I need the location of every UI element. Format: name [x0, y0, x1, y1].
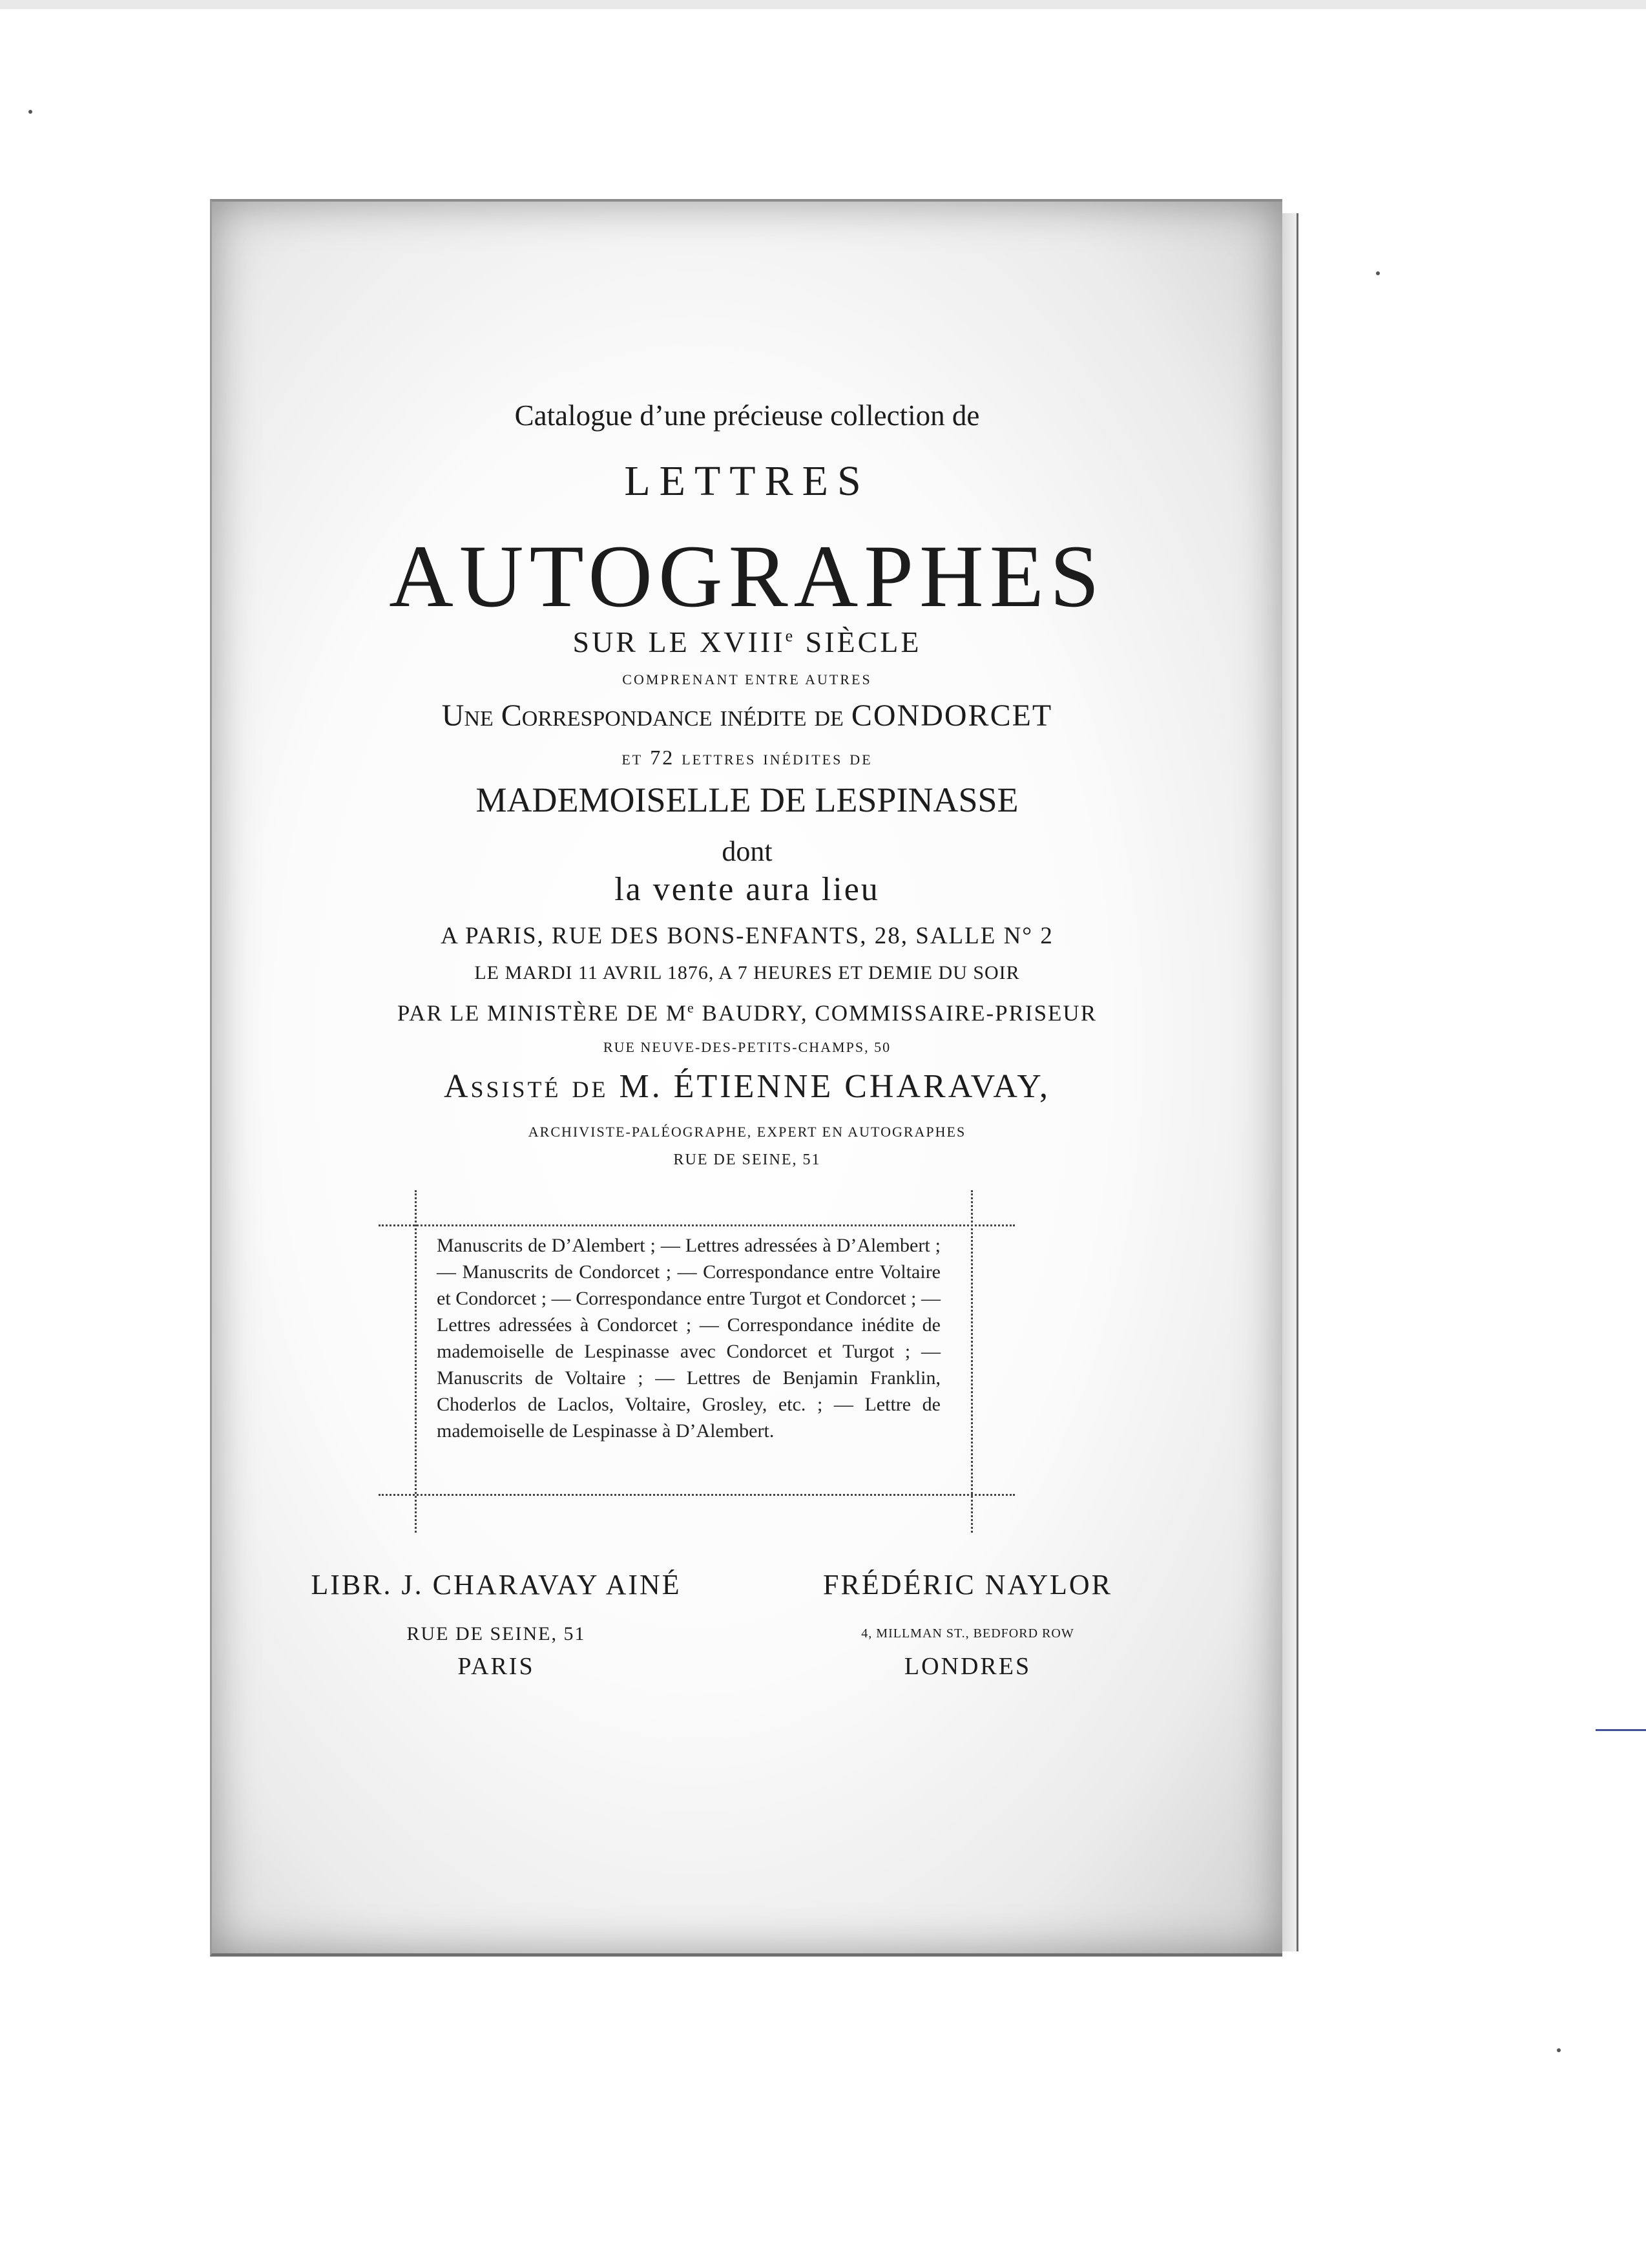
auctioneer-suffix: BAUDRY, COMMISSAIRE-PRISEUR: [694, 1000, 1098, 1026]
auctioneer-address: RUE NEUVE-DES-PETITS-CHAMPS, 50: [603, 1039, 891, 1055]
expert-prefix: Assisté de: [443, 1068, 620, 1105]
sale-location: A PARIS, RUE DES BONS-ENFANTS, 28, SALLE N° 2: [441, 923, 1054, 949]
auctioneer-sup: e: [687, 1000, 695, 1016]
correspondance-prefix: Une Correspondance inédite de: [441, 698, 851, 733]
box-rule-bottom: [379, 1494, 1015, 1496]
scan-speck: [1557, 2048, 1561, 2052]
expert-line: [212, 1067, 1282, 1106]
siecle-prefix: SUR LE XVIII: [572, 625, 786, 658]
expert-address: RUE DE SEINE, 51: [673, 1151, 821, 1168]
siecle-sup: e: [785, 626, 796, 646]
auctioneer-prefix: PAR LE MINISTÈRE DE M: [397, 1000, 687, 1026]
siecle-suffix: SIÈCLE: [795, 625, 922, 658]
lettres-inedites-line: et 72 lettres inédites de: [621, 746, 873, 769]
contents-list: Manuscrits de D’Alembert ; — Lettres adressées à D’Alembert ; — Manuscrits de Condorcet ; — Correspondance entre Voltaire et Condorcet ; — Correspondance entre Turgot et Condorcet ; — Lettres adressées à Condorcet ; — Correspondance inédite de mademoiselle de Lespinasse avec Condorcet et Turgot ; — Manuscrits de Voltaire ; — Lettres de Benjamin Franklin, Choderlos de Laclos, Voltaire, Grosley, etc. ; — Lettre de mademoiselle de Lespinasse à D’Alembert.: [437, 1235, 941, 1442]
publisher-london-city: LONDRES: [904, 1653, 1032, 1680]
mademoiselle-line: MADEMOISELLE DE LESPINASSE: [475, 781, 1019, 819]
scan-edge-mark: [1596, 1729, 1646, 1731]
title-page: [210, 199, 1282, 1957]
correspondance-name: CONDORCET: [851, 698, 1053, 733]
scan-top-border: [0, 0, 1646, 9]
dont-line: dont: [722, 835, 773, 867]
vente-line: la vente aura lieu: [614, 871, 880, 908]
box-rule-left: [415, 1190, 417, 1533]
expert-title: ARCHIVISTE-PALÉOGRAPHE, EXPERT EN AUTOGRAPHES: [528, 1124, 966, 1140]
publisher-london-name: FRÉDÉRIC NAYLOR: [823, 1569, 1112, 1601]
correspondance-line: [212, 698, 1282, 733]
scan-speck: [1376, 271, 1380, 275]
scan-speck: [28, 110, 32, 114]
publisher-london-address: 4, MILLMAN ST., BEDFORD ROW: [861, 1626, 1074, 1641]
publisher-paris-name: LIBR. J. CHARAVAY AINÉ: [311, 1569, 682, 1601]
siecle-line: [212, 625, 1282, 659]
publisher-paris-address: RUE DE SEINE, 51: [406, 1623, 586, 1644]
catalogue-line: Catalogue d’une précieuse collection de: [514, 399, 980, 432]
sale-date: LE MARDI 11 AVRIL 1876, A 7 HEURES ET DEMIE DU SOIR: [474, 962, 1020, 983]
expert-name: M. ÉTIENNE CHARAVAY,: [619, 1068, 1051, 1105]
title-lettres: LETTRES: [624, 457, 870, 505]
comprenant-line: COMPRENANT ENTRE AUTRES: [622, 671, 872, 688]
box-rule-top: [379, 1224, 1015, 1226]
title-autographes: AUTOGRAPHES: [389, 527, 1105, 625]
box-rule-right: [971, 1190, 973, 1533]
publisher-paris-city: PARIS: [457, 1653, 535, 1680]
auctioneer-line: [212, 1000, 1282, 1027]
